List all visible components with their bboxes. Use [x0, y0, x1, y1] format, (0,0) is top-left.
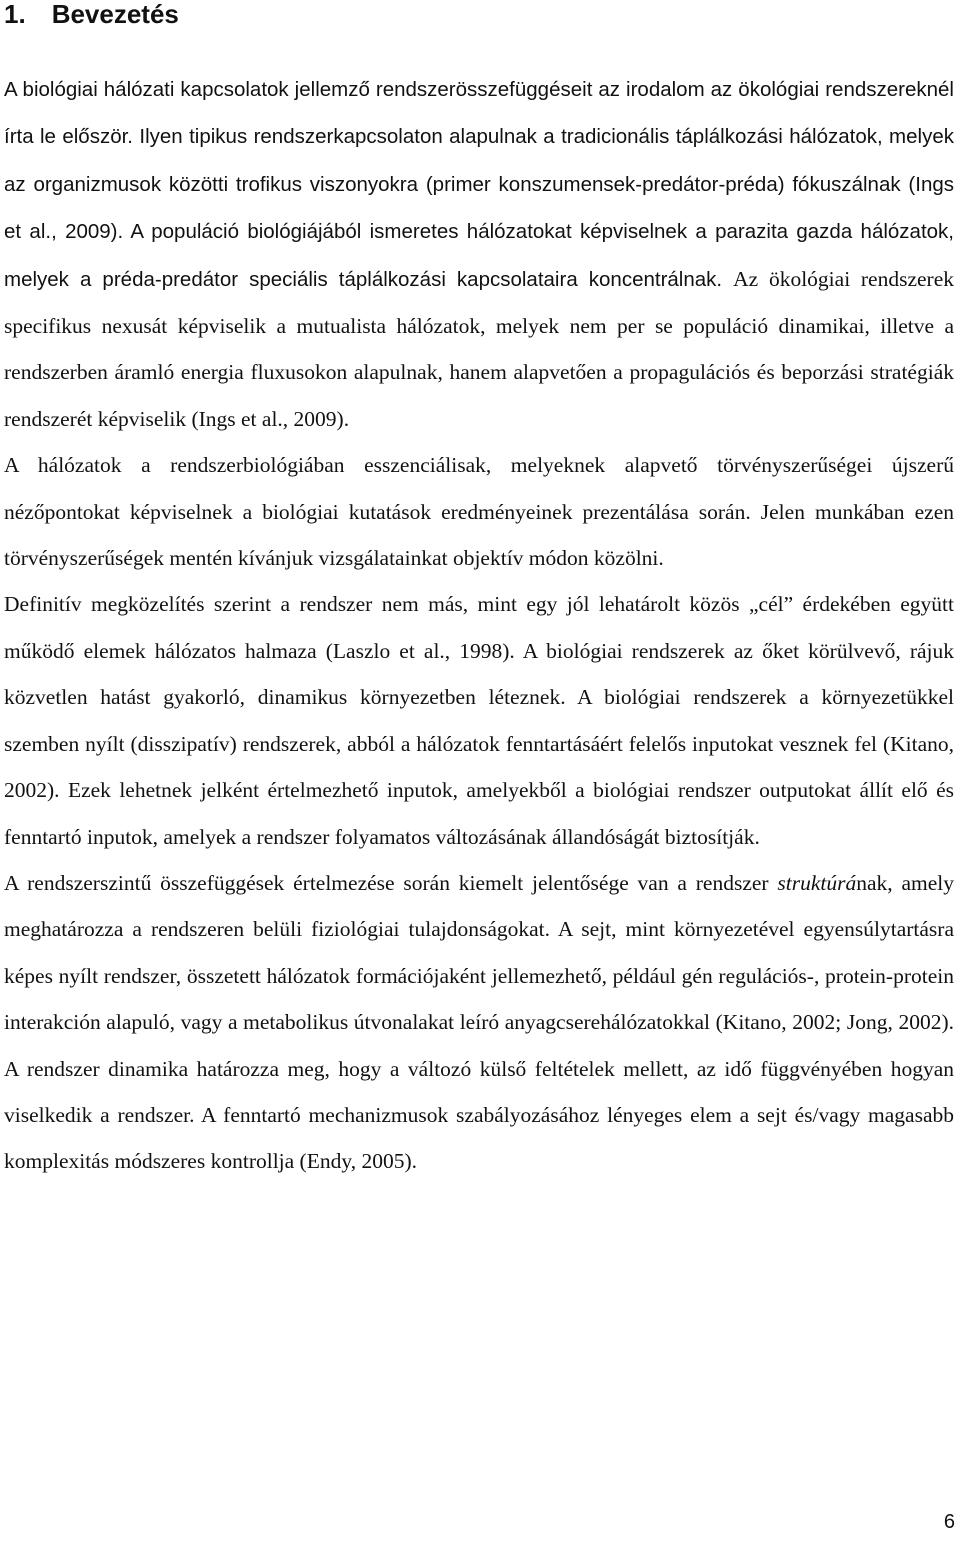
section-number: 1.	[4, 0, 26, 29]
paragraph-4	[4, 860, 954, 1185]
paragraph-1-intro: A biológiai hálózati kapcsolatok jellemző rendszerösszefüggéseit az irodalom az ökológiai rendszereknél írta le először.	[4, 78, 954, 149]
paragraph-3: Definitív megközelítés szerint a rendszer nem más, mint egy jól lehatárolt közös „cél” érdekében együtt működő elemek hálózatos halmaza (Laszlo et al., 1998). A biológiai rendszerek az őket körülvevő, rájuk közvetlen hatást gyakorló, dinamikus környezetben léteznek. A biológiai rendszerek a környezetükkel szemben nyílt (disszipatív) rendszerek, abból a hálózatok fenntartásáért felelős inputokat vesznek fel (Kitano, 2002). Ezek lehetnek jelként értelmezhető inputok, amelyekből a biológiai rendszer outputokat állít elő és fenntartó inputok, amelyek a rendszer folyamatos változásának állandóságát biztosítják.	[4, 592, 954, 849]
paragraph-4-italic: struktúrá	[777, 870, 857, 895]
paragraph-2: A hálózatok a rendszerbiológiában esszenciálisak, melyeknek alapvető törvényszerűségei újszerű nézőpontokat képviselnek a biológiai kutatások eredményeinek prezentálása során. Jelen munkában ezen törvényszerűségek mentén kívánjuk vizsgálatainkat objektív módon közölni.	[4, 453, 954, 571]
paragraph-1	[4, 66, 954, 442]
section-title: Bevezetés	[51, 0, 179, 29]
paragraph-4-rest: nak, amely meghatározza a rendszeren belüli fiziológiai tulajdonságokat. A sejt, mint környezetével egyensúlytartásra képes nyílt rendszer, összetett hálózatok formációjaként jellemezhető, például gén regulációs-, protein-protein interakción alapuló, vagy a metabolikus útvonalakat leíró anyagcserehálózatokkal (Kitano, 2002; Jong, 2002). A rendszer dinamika határozza meg, hogy a változó külső feltételek mellett, az idő függvényében hogyan viselkedik a rendszer. A fenntartó mechanizmusok szabályozásához lényeges elem a sejt és/vagy magasabb komplexitás módszeres kontrollja (Endy, 2005).	[4, 870, 954, 1174]
paragraph-4-start: A rendszerszintű összefüggések értelmezése során kiemelt jelentősége van a rendszer	[4, 870, 778, 895]
body-text	[4, 66, 954, 1185]
paragraph-1-end: Az ökológiai rendszerek specifikus nexusát képviselik a mutualista hálózatok, melyek nem per se populáció dinamikai, illetve a rendszerben áramló energia fluxusokon alapulnak, hanem alapvetően a propagulációs és beporzási stratégiák rendszerét képviselik (Ings et al., 2009).	[4, 266, 955, 431]
page-number: 6	[943, 1511, 955, 1533]
section-heading	[4, 0, 179, 34]
paragraph-1-middle: Ilyen tipikus rendszerkapcsolaton alapulnak a tradicionális táplálkozási hálózatok, melyek az organizmusok közötti trofikus viszonyokra (primer konszumensek-predátor-préda) fókuszálnak (Ings et al., 2009). A populáció biológiájából ismeretes hálózatokat képviselnek a parazita gazda hálózatok, melyek a préda-predátor speciális táplálkozási kapcsolataira koncentrálnak.	[4, 125, 954, 291]
